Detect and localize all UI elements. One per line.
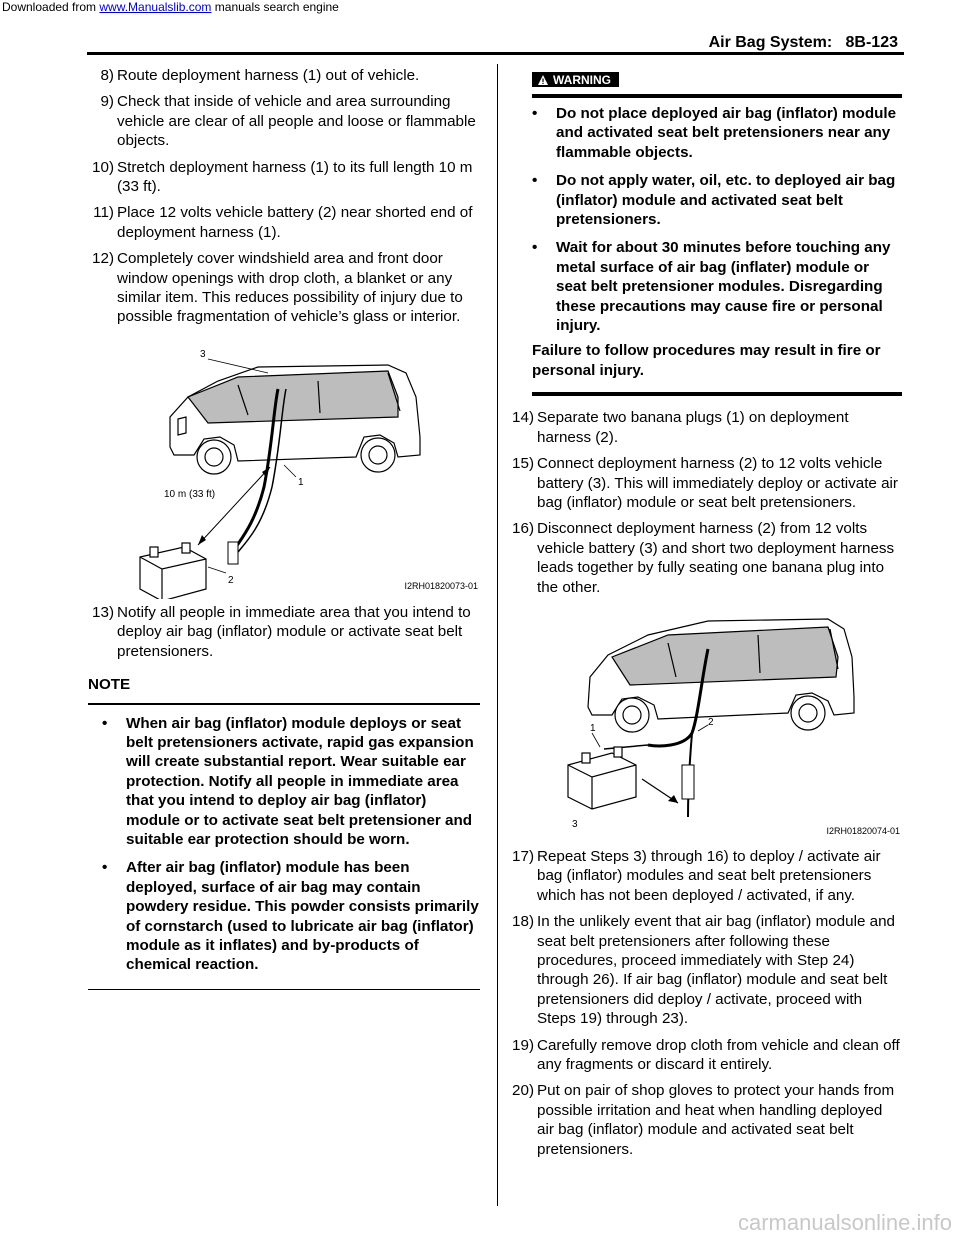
step-number: 9) <box>100 93 114 111</box>
steps-list <box>88 66 480 327</box>
warning-header <box>508 66 902 92</box>
step-item <box>88 249 480 327</box>
callout-3: 3 <box>200 348 206 360</box>
note-bullets <box>88 714 480 975</box>
bullet-icon: • <box>102 859 108 877</box>
step-number: 13) <box>92 603 114 621</box>
bullet-item <box>532 104 902 162</box>
bullet-text: After air bag (inflator) module has been deployed, surface of air bag may contain powdery residue. This powder consists primarily of cornstarch (used to lubricate air bag (inflator) module as it inflates) and by-products of chemical reaction. <box>126 859 479 974</box>
manualslib-link[interactable]: www.Manualslib.com <box>99 0 212 14</box>
step-number: 11) <box>93 204 114 222</box>
banner-suffix: manuals search engine <box>211 0 339 14</box>
step-number: 18) <box>512 913 534 931</box>
warning-end-rule <box>532 392 902 396</box>
step-number: 15) <box>512 455 534 473</box>
warning-bullets <box>508 104 902 335</box>
figure-deployment-setup <box>88 337 480 599</box>
bullet-text: Do not place deployed air bag (inflator) module and activated seat belt pretensioners near any flammable objects. <box>556 105 897 161</box>
figure-battery-connection <box>508 607 902 843</box>
page-number: 8B-123 <box>845 34 898 51</box>
step-text: In the unlikely event that air bag (inflator) module and seat belt pretensioners after following these procedures, proceed immediately with Step 24) through 26). If air bag (inflator) module and seat belt pretensioners did deploy / activate, proceed with Steps 19) through 23). <box>537 913 895 1028</box>
bullet-icon: • <box>102 714 108 732</box>
step-item <box>508 408 902 447</box>
step-number: 16) <box>512 520 534 538</box>
step-text: Put on pair of shop gloves to protect your hands from possible irritation and heat when handling deployed air bag (inflator) module and activated seat belt pretensioners. <box>537 1082 895 1158</box>
bullet-item <box>88 858 480 974</box>
step-number: 20) <box>512 1082 534 1100</box>
header-rule <box>87 52 904 55</box>
note-title: NOTE <box>88 675 480 704</box>
callout-2: 2 <box>708 716 714 728</box>
bullet-icon: • <box>532 105 538 122</box>
figure-code: I2RH01820074-01 <box>826 825 900 836</box>
warning-triangle-icon <box>538 75 548 85</box>
step-text: Disconnect deployment harness (2) from 12 volts vehicle battery (3) and short two deployment harness leads together by fully seating one banana plug into the other. <box>537 520 895 596</box>
figure-code: I2RH01820073-01 <box>404 581 478 592</box>
bullet-item <box>532 171 902 229</box>
warning-rule <box>532 94 902 98</box>
bullet-item <box>532 238 902 335</box>
step-item <box>508 519 902 597</box>
page-header <box>709 34 898 52</box>
column-divider <box>497 64 498 1206</box>
callout-2: 2 <box>228 574 234 586</box>
distance-label: 10 m (33 ft) <box>164 488 216 500</box>
step-number: 17) <box>512 847 534 865</box>
left-column <box>88 66 480 1000</box>
bullet-text: Wait for about 30 minutes before touching any metal surface of air bag (inflater) module or seat belt pretensioner modules. Disregarding these precautions may cause fire or personal injury. <box>556 239 891 335</box>
step-item <box>508 1081 902 1159</box>
step-text: Check that inside of vehicle and area surrounding vehicle are clear of all people and loose or flammable objects. <box>117 93 476 150</box>
step-item <box>88 92 480 150</box>
step-text: Place 12 volts vehicle battery (2) near shorted end of deployment harness (1). <box>117 204 473 241</box>
banner-prefix: Downloaded from <box>2 0 100 14</box>
step-text: Separate two banana plugs (1) on deployment harness (2). <box>537 409 849 446</box>
bullet-icon: • <box>532 239 538 257</box>
step-number: 14) <box>512 409 534 427</box>
step-text: Notify all people in immediate area that you intend to deploy air bag (inflator) module or activate seat belt pretensioners. <box>117 603 471 660</box>
step-item <box>88 158 480 197</box>
watermark: carmanualsonline.info <box>737 1210 952 1235</box>
right-column <box>508 66 902 1166</box>
step-item <box>508 912 902 1028</box>
warning-footer: Failure to follow procedures may result in fire or personal injury. <box>532 342 881 379</box>
section-title: Air Bag System: <box>708 34 833 51</box>
download-banner <box>2 0 339 14</box>
steps-list <box>508 847 902 1159</box>
bullet-icon: • <box>532 172 538 190</box>
callout-1: 1 <box>298 476 304 488</box>
steps-list <box>508 408 902 597</box>
car-battery-illustration <box>88 337 480 599</box>
car-harness-illustration <box>508 607 902 843</box>
step-item <box>88 203 480 242</box>
step-text: Completely cover windshield area and front door window openings with drop cloth, a blanket or any similar item. This reduces possibility of injury due to possible fragmentation of vehicle’s glass or interior. <box>117 250 463 326</box>
step-item <box>508 454 902 512</box>
bullet-text: When air bag (inflator) module deploys or seat belt pretensioners activate, rapid gas expansion will create substantial report. Wear suitable ear protection. Notify all people in immediate area that you intend to deploy air bag (inflator) module or to activate seat belt pretensioner and suitable ear protection should be worn. <box>126 714 474 848</box>
step-number: 10) <box>92 158 114 176</box>
step-item <box>88 603 480 661</box>
step-text: Carefully remove drop cloth from vehicle and clean off any fragments or discard it entirely. <box>537 1036 900 1073</box>
step-number: 8) <box>100 67 114 84</box>
step-item <box>88 66 480 85</box>
step-item <box>508 847 902 905</box>
step-text: Route deployment harness (1) out of vehicle. <box>117 67 420 84</box>
step-text: Connect deployment harness (2) to 12 volts vehicle battery (3). This will immediately deploy or activate air bag (inflator) module or seat belt pretensioners. <box>537 455 898 511</box>
step-text: Stretch deployment harness (1) to its full length 10 m (33 ft). <box>117 158 473 196</box>
warning-title: WARNING <box>553 72 611 87</box>
warning-badge <box>532 72 619 87</box>
step-number: 12) <box>92 250 114 268</box>
bullet-text: Do not apply water, oil, etc. to deployed air bag (inflator) module and activated seat belt pretensioners. <box>556 172 896 229</box>
step-number: 19) <box>512 1036 534 1054</box>
note-end-rule <box>88 989 480 990</box>
callout-1: 1 <box>590 722 596 734</box>
step-item <box>508 1036 902 1075</box>
callout-3: 3 <box>572 818 578 830</box>
step-text: Repeat Steps 3) through 16) to deploy / activate air bag (inflator) modules and seat belt pretensioners which has not been deployed / activated, if any. <box>537 847 881 904</box>
bullet-item <box>88 714 480 850</box>
